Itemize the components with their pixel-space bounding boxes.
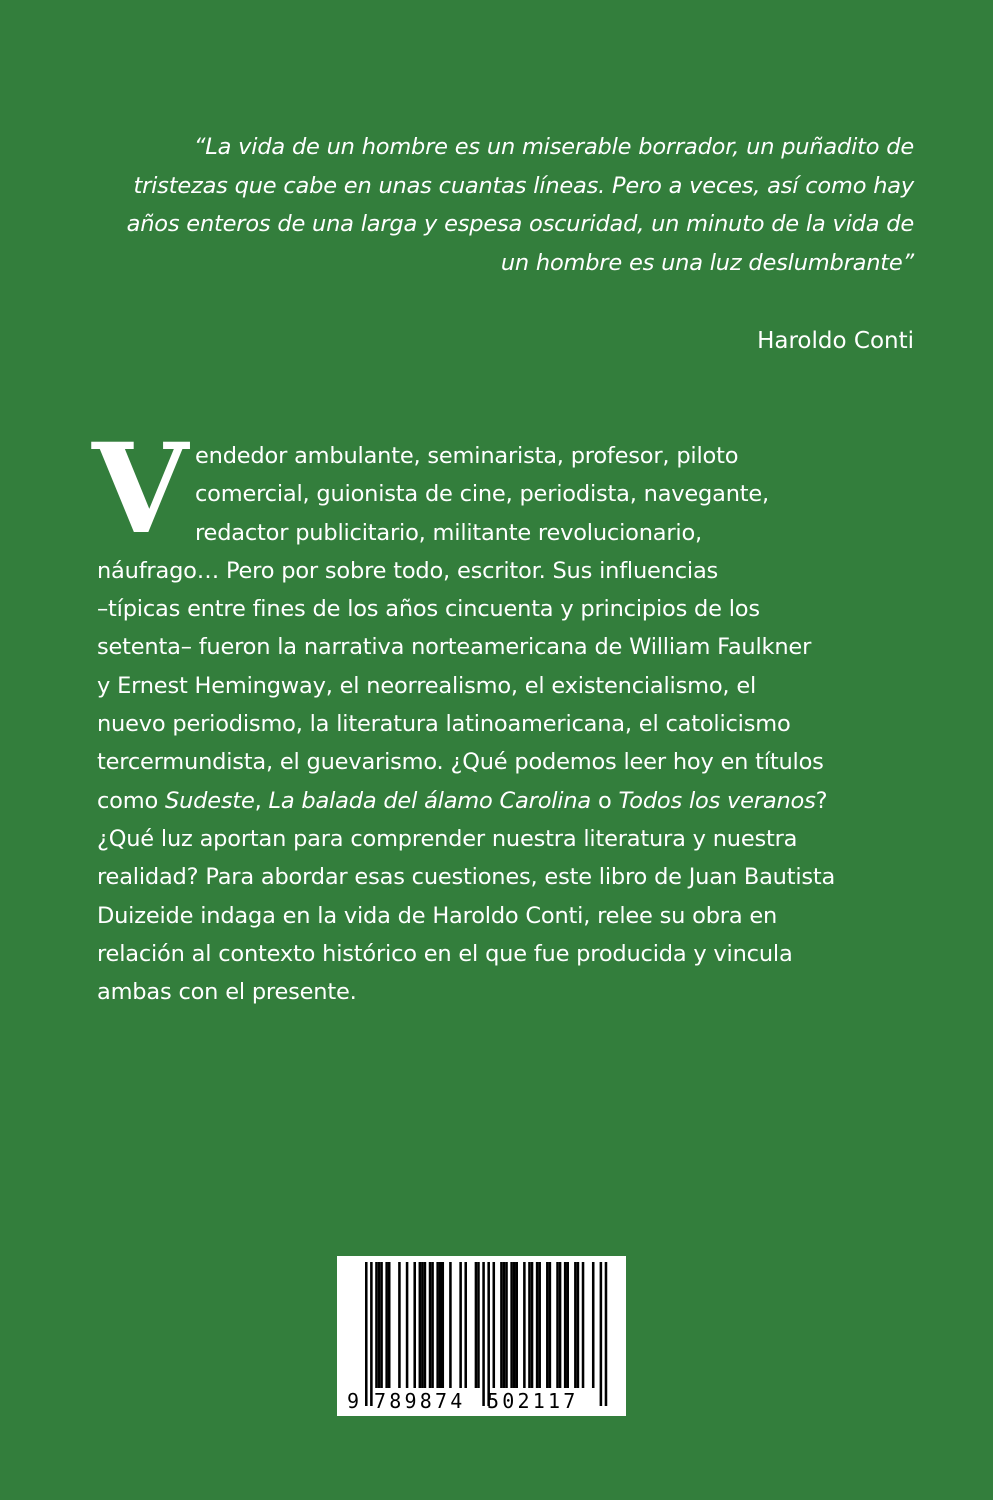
blurb-line: ambas con el presente. [97, 979, 357, 1006]
blurb-line: redactor publicitario, militante revolucionario, [195, 519, 702, 546]
barcode-bar [475, 1262, 478, 1388]
blurb-text: como [97, 787, 165, 814]
quote-author: Haroldo Conti [757, 328, 914, 354]
barcode-bar [406, 1262, 409, 1388]
barcode-bar [459, 1262, 462, 1388]
isbn-barcode [337, 1256, 626, 1416]
barcode-bar [378, 1262, 381, 1388]
barcode-bar [577, 1262, 580, 1388]
blurb-line: realidad? Para abordar esas cuestiones, este libro de Juan Bautista [97, 864, 836, 891]
book-title-la-balada: La balada del álamo Carolina [268, 787, 592, 814]
barcode-bar [370, 1262, 373, 1406]
quote-line: años enteros de una larga y espesa oscuridad, un minuto de la vida de [126, 211, 914, 237]
blurb-line: setenta– fueron la narrativa norteamericana de William Faulkner [97, 634, 812, 661]
blurb-line: Duizeide indaga en la vida de Haroldo Conti, relee su obra en [97, 902, 778, 929]
barcode-bar [505, 1262, 508, 1388]
barcode-bar [449, 1262, 452, 1388]
barcode-bar [421, 1262, 424, 1388]
blurb-line: ¿Qué luz aportan para comprender nuestra literatura y nuestra [97, 825, 798, 852]
quote-line: un hombre es una luz deslumbrante” [500, 249, 914, 276]
barcode-bar [429, 1262, 432, 1388]
barcode-bar [398, 1262, 401, 1388]
barcode-bar [436, 1262, 439, 1388]
barcode-bar [564, 1262, 567, 1388]
barcode-bar [424, 1262, 427, 1388]
blurb-text: , [254, 787, 269, 814]
blurb-text: o [591, 787, 619, 814]
barcode-bar [528, 1262, 531, 1388]
blurb-line: y Ernest Hemingway, el neorrealismo, el existencialismo, el [97, 672, 757, 699]
barcode-bar [503, 1262, 506, 1388]
barcode-bar [600, 1262, 603, 1406]
barcode-bar [559, 1262, 562, 1388]
blurb-line: relación al contexto histórico en el que fue producida y vincula [97, 940, 793, 967]
barcode-bar [592, 1262, 595, 1388]
quote-line: tristezas que cabe en unas cuantas líneas. Pero a veces, así como hay [133, 172, 914, 199]
barcode-right-group: 502117 [487, 1389, 579, 1413]
barcode-bar [546, 1262, 549, 1388]
barcode-bar [464, 1262, 467, 1388]
book-title-todos-los-veranos: Todos los veranos [618, 787, 816, 814]
barcode-bar [493, 1262, 496, 1388]
barcode-bar [556, 1262, 559, 1388]
barcode-bar [510, 1262, 513, 1388]
blurb-paragraph [97, 437, 897, 1011]
barcode-bar [388, 1262, 391, 1388]
quote-line: “La vida de un hombre es un miserable borrador, un puñadito de [193, 134, 914, 160]
barcode-first-digit: 9 [347, 1389, 360, 1413]
blurb-line: náufrago… Pero por sobre todo, escritor. Sus influencias [97, 557, 719, 584]
barcode-bar [531, 1262, 534, 1388]
barcode-bar [413, 1262, 416, 1388]
barcode-bar [439, 1262, 442, 1388]
barcode-bar [536, 1262, 539, 1388]
barcode-bar [605, 1262, 608, 1406]
barcode-bar [477, 1262, 480, 1388]
barcode-digits [337, 1388, 626, 1414]
blurb-text: ? [815, 787, 828, 814]
book-title-sudeste: Sudeste [164, 787, 255, 814]
barcode-bar [574, 1262, 577, 1388]
barcode-bar [482, 1262, 485, 1406]
epigraph-quote [96, 128, 914, 282]
barcode-bar [513, 1262, 516, 1388]
barcode-bar [365, 1262, 368, 1406]
blurb-line: nuevo periodismo, la literatura latinoamericana, el catolicismo [97, 711, 791, 738]
barcode-bar [566, 1262, 569, 1388]
barcode-bar [385, 1262, 388, 1388]
blurb-line: endedor ambulante, seminarista, profesor, piloto [195, 443, 739, 469]
barcode-bar [538, 1262, 541, 1388]
barcode-bar [487, 1262, 490, 1406]
barcode-bar [380, 1262, 383, 1388]
blurb-line: tercermundista, el guevarismo. ¿Qué podemos leer hoy en títulos [97, 749, 824, 776]
barcode-bar [549, 1262, 552, 1388]
drop-cap: V [92, 417, 189, 562]
barcode-left-group: 789874 [374, 1389, 466, 1413]
barcode-bar [582, 1262, 585, 1388]
blurb-line: comercial, guionista de cine, periodista, navegante, [195, 481, 769, 508]
barcode-bar [500, 1262, 503, 1388]
barcode-bar [419, 1262, 422, 1388]
barcode-bar [442, 1262, 445, 1388]
barcode-bar [431, 1262, 434, 1388]
barcode-bar [523, 1262, 526, 1388]
blurb-line [97, 782, 897, 820]
blurb-line: –típicas entre fines de los años cincuenta y principios de los [97, 596, 760, 623]
barcode-bar [375, 1262, 378, 1388]
barcode-bar [515, 1262, 518, 1388]
